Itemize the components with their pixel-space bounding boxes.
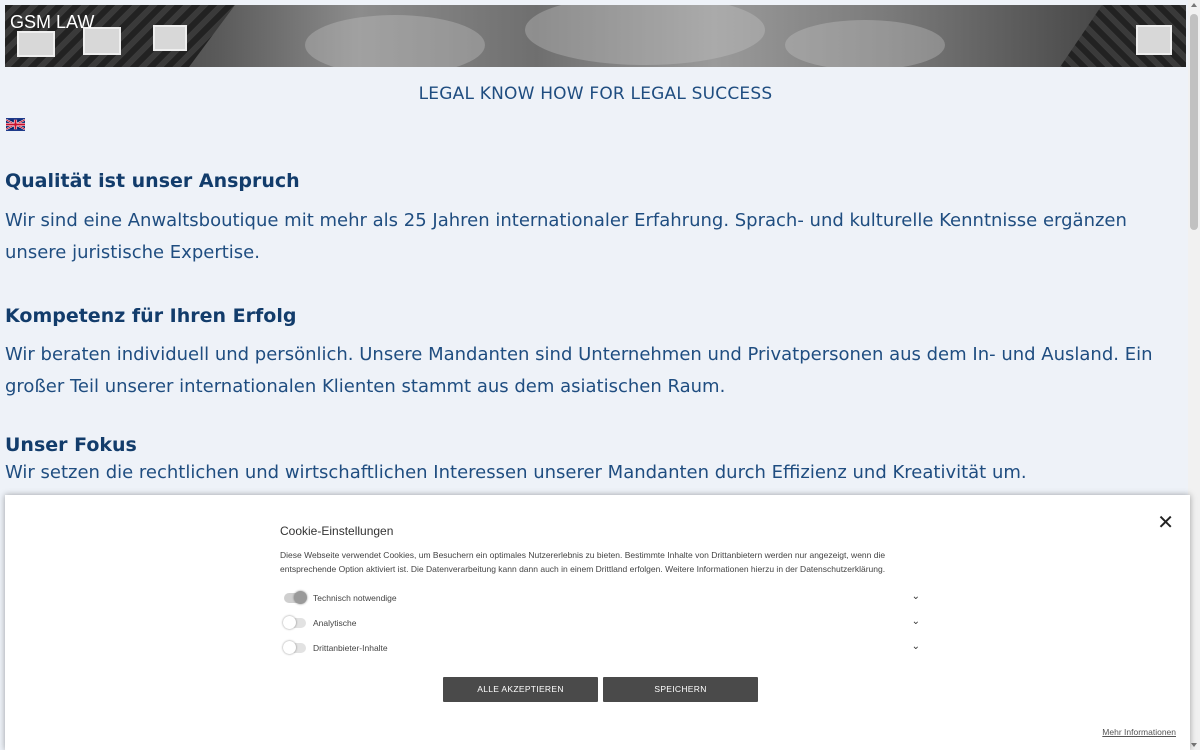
toggle-third-party[interactable]	[284, 643, 306, 653]
close-icon[interactable]: ✕	[1157, 512, 1174, 534]
section-text-quality: Wir sind eine Anwaltsboutique mit mehr als 25 Jahren internationaler Erfahrung. Sprach- und kulturelle Kenntnisse ergänzen unsere juristische Expertise.	[5, 210, 1127, 263]
scroll-up-icon[interactable]	[1191, 3, 1197, 7]
cookie-dialog-description: Diese Webseite verwendet Cookies, um Besuchern ein optimales Nutzererlebnis zu bieten. Bestimmte Inhalte von Drittanbietern werden nur angezeigt, wenn die entsprechende Option aktiviert ist. Die Datenverarbeitung kann dann auch in einem Drittland erfolgen. Weitere Informationen hierzu in der Datenschutzerklärung.	[280, 550, 886, 574]
section-text-competence: Wir beraten individuell und persönlich. Unsere Mandanten sind Unternehmen und Privatpersonen aus dem In- und Ausland. Ein großer Teil unserer internationalen Klienten stammt aus dem asiatischen Raum.	[5, 344, 1153, 397]
brand-logo[interactable]: GSM LAW	[10, 12, 95, 32]
cookie-option-label: Analytische	[313, 618, 357, 628]
chevron-down-icon[interactable]: ⌄	[911, 641, 920, 652]
cookie-option-label: Drittanbieter-Inhalte	[313, 643, 388, 653]
toggle-analytics[interactable]	[284, 618, 306, 628]
cookie-dialog-title: Cookie-Einstellungen	[280, 524, 394, 538]
cookie-option-third-party[interactable]	[284, 641, 920, 657]
cookie-option-technical[interactable]	[284, 591, 920, 607]
uk-flag-icon[interactable]	[6, 118, 25, 131]
accept-all-button[interactable]: ALLE AKZEPTIEREN	[443, 677, 598, 702]
save-button[interactable]: SPEICHERN	[603, 677, 758, 702]
header-banner	[5, 5, 1186, 67]
scrollbar-thumb[interactable]	[1190, 14, 1198, 230]
chevron-down-icon[interactable]: ⌄	[911, 616, 920, 627]
chevron-down-icon[interactable]: ⌄	[911, 591, 920, 602]
more-info-link[interactable]: Mehr Informationen	[1102, 727, 1176, 737]
page-tagline: LEGAL KNOW HOW FOR LEGAL SUCCESS	[418, 84, 773, 104]
toggle-technical[interactable]	[284, 593, 306, 603]
cookie-option-label: Technisch notwendige	[313, 593, 397, 603]
cookie-dialog	[5, 495, 1190, 750]
section-title-focus: Unser Fokus	[5, 434, 137, 456]
section-title-competence: Kompetenz für Ihren Erfolg	[5, 305, 297, 327]
section-text-focus: Wir setzen die rechtlichen und wirtschaftlichen Interessen unserer Mandanten durch Effizienz und Kreativität um.	[5, 462, 1027, 483]
cookie-option-analytics[interactable]	[284, 616, 920, 632]
scroll-down-icon[interactable]	[1191, 743, 1197, 747]
section-title-quality: Qualität ist unser Anspruch	[5, 170, 300, 192]
